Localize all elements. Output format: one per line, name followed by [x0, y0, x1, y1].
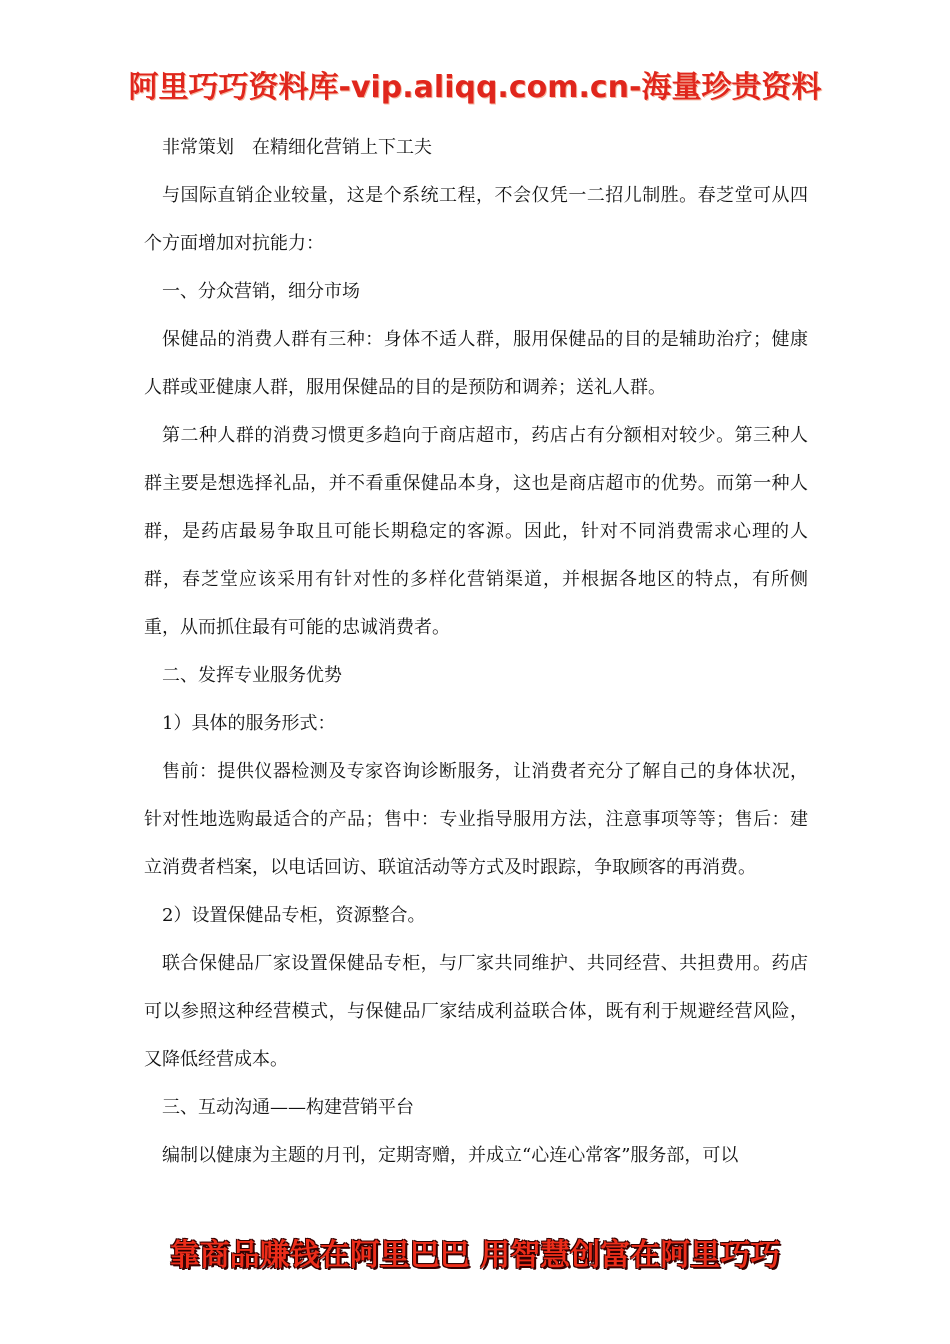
footer-banner: 靠商品赚钱在阿里巴巴 用智慧创富在阿里巧巧	[169, 1238, 781, 1273]
paragraph: 联合保健品厂家设置保健品专柜，与厂家共同维护、共同经营、共担费用。药店可以参照这种经营模式，与保健品厂家结成利益联合体，既有利于规避经营风险，又降低经营成本。	[144, 953, 808, 1070]
paragraph: 第二种人群的消费习惯更多趋向于商店超市，药店占有分额相对较少。第三种人群主要是想选择礼品，并不看重保健品本身，这也是商店超市的优势。而第一种人群，是药店最易争取且可能长期稳定的客源。因此，针对不同消费需求心理的人群，春芝堂应该采用有针对性的多样化营销渠道，并根据各地区的特点，有所侧重，从而抓住最有可能的忠诚消费者。	[144, 425, 808, 638]
section-heading: 二、发挥专业服务优势	[162, 665, 342, 686]
paragraph: 售前：提供仪器检测及专家咨询诊断服务，让消费者充分了解自己的身体状况，针对性地选购最适合的产品；售中：专业指导服用方法，注意事项等等；售后：建立消费者档案，以电话回访、联谊活动等方式及时跟踪，争取顾客的再消费。	[144, 761, 808, 878]
sub-heading: 1）具体的服务形式：	[162, 713, 336, 734]
header-banner: 阿里巧巧资料库-vip.aliqq.com.cn-海量珍贵资料	[128, 70, 822, 105]
sub-heading: 2）设置保健品专柜，资源整合。	[162, 905, 426, 926]
paragraph: 与国际直销企业较量，这是个系统工程，不会仅凭一二招儿制胜。春芝堂可从四个方面增加对抗能力：	[144, 185, 808, 254]
article-title: 非常策划 在精细化营销上下工夫	[162, 137, 432, 158]
paragraph: 编制以健康为主题的月刊，定期寄赠，并成立“心连心常客”服务部，可以	[162, 1145, 739, 1166]
paragraph: 保健品的消费人群有三种：身体不适人群，服用保健品的目的是辅助治疗；健康人群或亚健康人群，服用保健品的目的是预防和调养；送礼人群。	[144, 329, 808, 398]
document-body	[144, 124, 808, 1180]
section-heading: 三、互动沟通——构建营销平台	[162, 1097, 414, 1118]
section-heading: 一、分众营销，细分市场	[162, 281, 360, 302]
